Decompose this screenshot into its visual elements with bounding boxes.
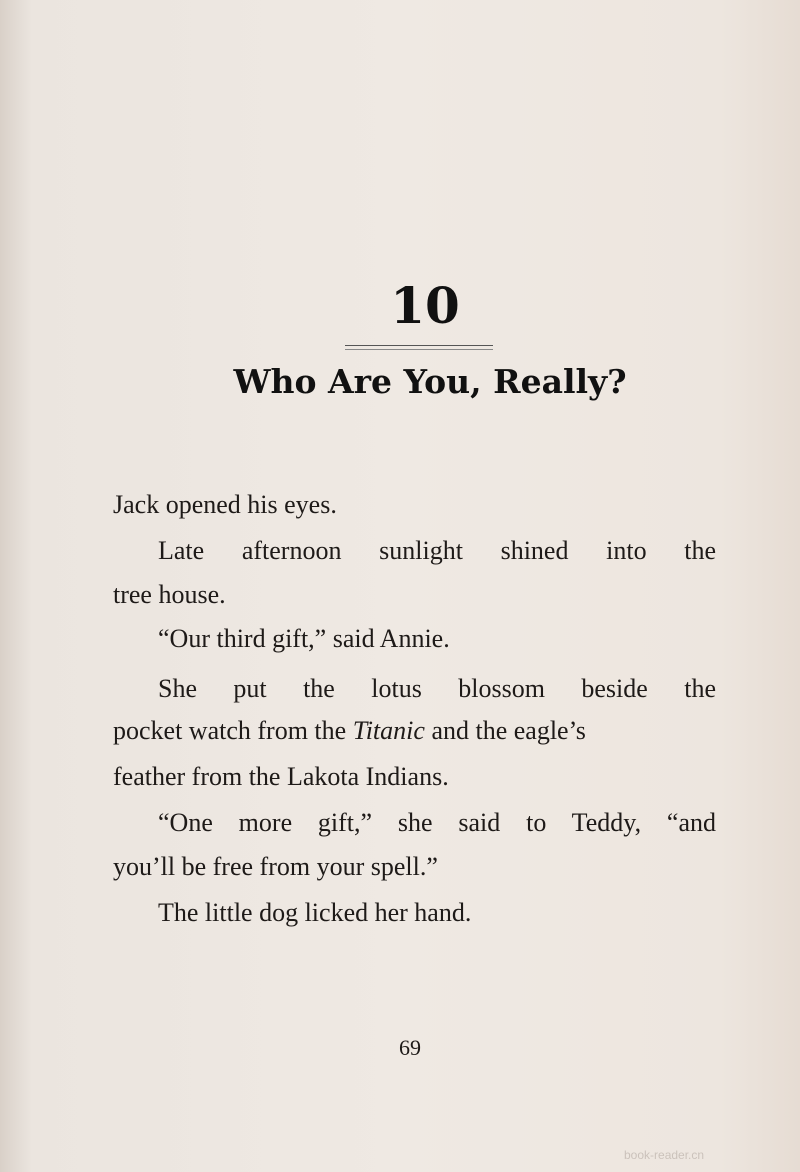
text-line: Late afternoon sunlight shined into the <box>158 536 716 565</box>
chapter-title: Who Are You, Really? <box>233 362 627 401</box>
italic-title: Titanic <box>352 716 425 745</box>
text-line: “Our third gift,” said Annie. <box>158 624 450 653</box>
text-line: tree house. <box>113 580 226 609</box>
chapter-divider <box>345 345 493 350</box>
chapter-number: 10 <box>390 276 460 335</box>
text-line <box>113 716 716 746</box>
text-line: you’ll be free from your spell.” <box>113 852 438 881</box>
page-number: 69 <box>399 1035 421 1060</box>
text-line: Jack opened his eyes. <box>113 490 337 519</box>
text-line: She put the lotus blossom beside the <box>158 674 716 703</box>
text-line: “One more gift,” she said to Teddy, “and <box>158 808 716 837</box>
text-segment: pocket watch from the <box>113 716 353 745</box>
text-line: The little dog licked her hand. <box>158 898 472 927</box>
text-segment: and the eagle’s <box>424 716 586 745</box>
text-line: feather from the Lakota Indians. <box>113 762 449 791</box>
watermark: book-reader.cn <box>624 1148 705 1162</box>
